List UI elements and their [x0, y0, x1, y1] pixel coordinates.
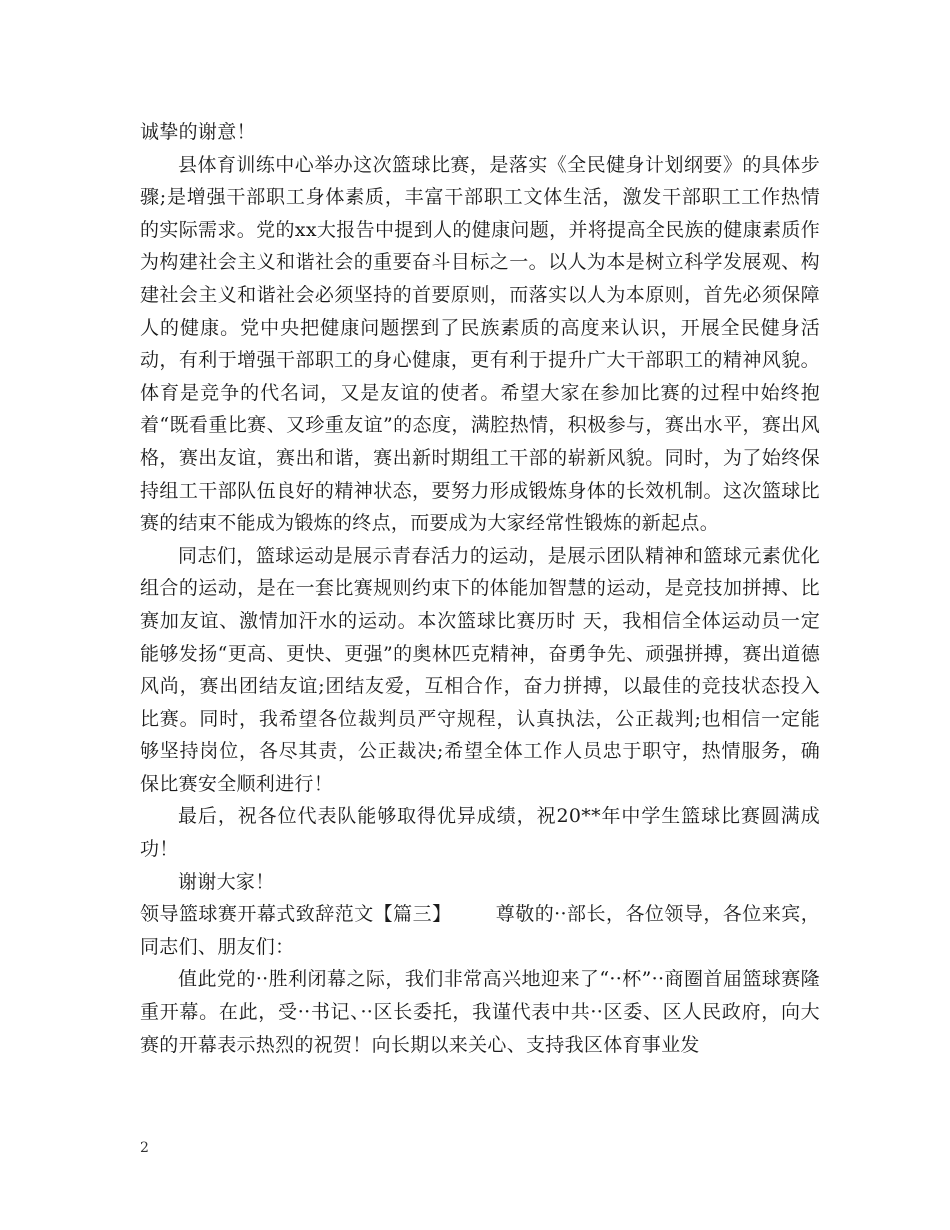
paragraph-opening: 值此党的··胜利闭幕之际，我们非常高兴地迎来了“··杯”··商圈首届篮球赛隆重开幕。在此，受··书记、··区长委托，我谨代表中共··区委、区人民政府，向大赛的开幕表示热烈的祝贺！向长期以来关心、支持我区体育事业发	[140, 968, 820, 1056]
section-heading-line	[140, 898, 820, 963]
section-heading: 领导篮球赛开幕式致辞范文【篇三】	[140, 903, 452, 926]
paragraph-continuation: 诚挚的谢意！	[140, 121, 256, 143]
paragraph-basketball-purpose: 县体育训练中心举办这次篮球比赛，是落实《全民健身计划纲要》的具体步骤;是增强干部职工身体素质，丰富干部职工文体生活，激发干部职工工作热情的实际需求。党的xx大报告中提到人的健康问题，并将提高全民族的健康素质作为构建社会主义和谐社会的重要奋斗目标之一。以人为本是树立科学发展观、构建社会主义和谐社会必须坚持的首要原则，而落实以人为本原则，首先必须保障人的健康。党中央把健康问题摆到了民族素质的高度来认识，开展全民健身活动，有利于增强干部职工的身心健康，更有利于提升广大干部职工的精神风貌。体育是竞争的代名词，又是友谊的使者。希望大家在参加比赛的过程中始终抱着“既看重比赛、又珍重友谊”的态度，满腔热情，积极参与，赛出水平，赛出风格，赛出友谊，赛出和谐，赛出新时期组工干部的崭新风貌。同时，为了始终保持组工干部队伍良好的精神状态，要努力形成锻炼身体的长效机制。这次篮球比赛的结束不能成为锻炼的终点，而要成为大家经常性锻炼的新起点。	[140, 153, 820, 535]
page-number: 2	[140, 1140, 149, 1156]
paragraph-comrades: 同志们，篮球运动是展示青春活力的运动，是展示团队精神和篮球元素优化组合的运动，是在一套比赛规则约束下的体能加智慧的运动，是竞技加拼搏、比赛加友谊、激情加汗水的运动。本次篮球比赛历时 天，我相信全体运动员一定能够发扬“更高、更快、更强”的奥林匹克精神，奋勇争先、顽强拼搏，赛出道德风尚，赛出团结友谊;团结友爱，互相合作，奋力拼搏，以最佳的竞技状态投入比赛。同时，我希望各位裁判员严守规程，认真执法，公正裁判;也相信一定能够坚持岗位，各尽其责，公正裁决;希望全体工作人员忠于职守，热情服务，确保比赛安全顺利进行！	[140, 544, 820, 795]
salutation: 尊敬的··部长，各位领导，各位来宾，同志们、朋友们：	[140, 903, 820, 958]
paragraph-closing-wish: 最后，祝各位代表队能够取得优异成绩，祝20**年中学生篮球比赛圆满成功！	[140, 805, 820, 861]
document-body	[140, 116, 820, 1061]
paragraph-thanks: 谢谢大家！	[178, 870, 275, 893]
